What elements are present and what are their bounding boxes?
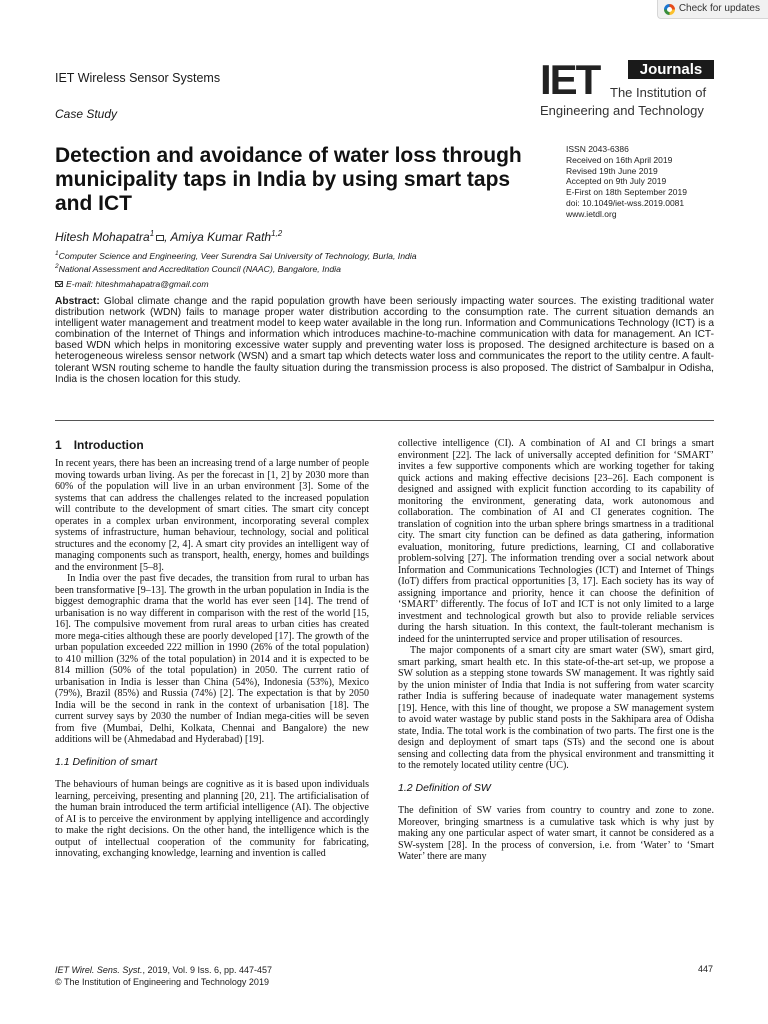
check-for-updates-button[interactable] — [657, 0, 768, 19]
author-1-affil: 1 — [149, 229, 155, 238]
logo-mark: IET — [540, 56, 600, 103]
affiliation-1 — [55, 250, 417, 261]
article-title: Detection and avoidance of water loss through municipality taps in India by using smart taps and ICT — [55, 144, 522, 215]
author-1-link[interactable]: Hitesh Mohapatra — [55, 230, 150, 244]
logo-line-1: The Institution of — [610, 85, 707, 100]
footer-journal-abbrev: IET Wirel. Sens. Syst. — [55, 965, 143, 975]
corresponding-email — [55, 279, 209, 289]
subsection-heading-definition-of-sw: 1.2 Definition of SW — [398, 781, 491, 794]
received-date: Received on 16th April 2019 — [566, 154, 673, 165]
right-column — [398, 438, 714, 863]
footer-citation — [55, 964, 272, 988]
intro-paragraph-2: In India over the past five decades, the transition from rural to urban has been transformative [9–13]. The growth in the urban population in India is the biggest demographic drama that the world has ever seen [14]. The trend of urbanisation is no way different in comparison with the rest of the world [15, 16]. The compulsive movement from rural areas to urban cities has created more mega-cities although these are poorly developed [17]. The growth of the urban population exceeded 222 million in 1990 (26% of the total population) to 410 million (32% of the total population) in 2014 and it is expected to be 814 million (50% of the total population) in 2050. The current ratio of urbanisation in India is lesser than China (54%), Indonesia (53%), Mexico (79%), Brazil (85%) and Russia (74%) [2]. The expectation is that by 2050 India will be the second in rank in the context of urbanisation [18]. The current survey says by 2030 the number of Indian mega-cities will be seven from five (Mumbai, Delhi, Kolkata, Chennai and Bangalore) the new additions will be (Ahmedabad and Hyderabad) [19]. — [55, 573, 369, 745]
smart-paragraph-2: collective intelligence (CI). A combination of AI and CI brings a smart environment [22]. The lack of universally accepted definition for ‘SMART’ invites a few supportive components which are working together for taking quick actions and making effective decisions [23–26]. Each component is designed and assigned with explicit function according to its capability of monitoring the environment, generating data, work autonomous and collaboration. The combination of AI and CI generates cognition. The translation of cognition into the urban sphere brings smartness in a traditional city. The smart city function can be defined as data gathering, information evaluation, monitoring, future predictions, learning, CI and collaborative problem-solving [27]. The information trending over a social network about Information and Communications Technologies (ICT) and Internet of Things (IoT) differs from practical opportunities [3, 17]. Each society has its way of assigning importance and priority, hence it can choose the definition of ‘SMART’ differently. The focus of IoT and ICT is not only limited to a large investment and technological growth but also to provide reliable services during the harsh situation. In this context, the fault-tolerant mechanism is indeed for the uninterrupted service and proper utilisation of resources. — [398, 438, 714, 645]
affiliation-1-num: 1 — [55, 250, 59, 257]
accepted-date: Accepted on 9th July 2019 — [566, 176, 667, 187]
page-number: 447 — [697, 964, 713, 974]
subsection-heading-definition-of-smart: 1.1 Definition of smart — [55, 755, 158, 768]
check-for-updates-label: Check for updates — [678, 3, 760, 14]
section-number: 1 — [55, 438, 62, 452]
author-list — [55, 229, 282, 244]
author-separator: , — [164, 230, 171, 244]
journal-name: IET Wireless Sensor Systems — [55, 71, 221, 85]
abstract-divider — [55, 420, 714, 421]
author-2-affil: 1,2 — [271, 229, 283, 238]
efirst-date: E-First on 18th September 2019 — [566, 187, 687, 198]
sw-paragraph-1: The definition of SW varies from country to country and zone to zone. Moreover, bringing smartness is a cumulative task which is why just by making any one particular aspect of water smart, it cannot be considered as a SW-system [28]. In the process of conversion, i.e. from ‘Water’ to ‘Smart Water’ there are many — [398, 805, 714, 862]
smart-paragraph-3: The major components of a smart city are smart water (SW), smart gird, smart parking, smart health etc. In this state-of-the-art set-up, we propose a SW solution as a stepping stone towards SW management. It was rightly said by the union minister of India that India is not suffering from water scarcity rather India is suffering because of inadequate water management systems [19]. Hence, with this line of thought, we propose a SW management system to avoid water wastage by public stand posts in the Sakhipara area of Odisha state, India. The total work is the combination of two parts. The first one is the design and deployment of smart taps (STs) and the second one is about sensing and collecting data from the physical environment and transmitting it to the remotely located utility centre (UC). — [398, 645, 714, 771]
author-2-link[interactable]: Amiya Kumar Rath — [170, 230, 272, 244]
article-type: Case Study — [55, 107, 118, 121]
abstract-label: Abstract: — [55, 296, 100, 307]
affiliation-2-text: National Assessment and Accreditation Council (NAAC), Bangalore, India — [58, 263, 341, 274]
crossmark-icon — [664, 4, 675, 15]
logo-journals-tag: Journals — [628, 60, 714, 79]
affiliation-2 — [55, 263, 341, 274]
revised-date: Revised 19th June 2019 — [566, 165, 658, 176]
intro-paragraph-1: In recent years, there has been an increasing trend of a large number of people moving towards urban living. As per the forecast in [1, 2] by 2030 more than 60% of the population will live in an urban environment [3]. Some of the systems that can address the challenges related to the increased population will contribute to the development of smart cities. The smart city concept operates in a complex urban environment, incorporating several complex systems of infrastructure, human behaviour, technology, social and political structures and the economy [2, 4]. A smart city provides an intelligent way of managing components such as transport, health, energy, homes and buildings and the environment [5–8]. — [55, 458, 369, 573]
iet-journals-logo — [540, 58, 720, 122]
section-heading-introduction — [55, 438, 144, 452]
footer-copyright: © The Institution of Engineering and Technology 2019 — [55, 977, 269, 987]
logo-line-2: Engineering and Technology — [540, 103, 704, 118]
section-title: Introduction — [73, 438, 144, 452]
website-link[interactable]: www.ietdl.org — [566, 208, 617, 219]
email-envelope-icon — [156, 235, 164, 241]
abstract — [55, 296, 714, 385]
affiliation-1-text: Computer Science and Engineering, Veer Surendra Sai University of Technology, Burla, India — [58, 250, 417, 261]
footer-volume-info: , 2019, Vol. 9 Iss. 6, pp. 447-457 — [142, 965, 273, 975]
left-column — [55, 458, 369, 860]
smart-paragraph-1: The behaviours of human beings are cognitive as it is based upon individuals learning, perceiving, presenting and planning [20, 21]. The artificialisation of the human brain introduced the term artificial intelligence (AI). The objective of AI is to perceive the environment by applying intelligence and accordingly to make the right decisions. On the other hand, the intelligence which is the output of intellectual cooperation of the community for fabricating, innovating, exchanging knowledge, learning and invention is called — [55, 779, 369, 859]
affiliation-2-num: 2 — [55, 263, 59, 270]
abstract-text: Global climate change and the rapid population growth have been seriously impacting water sources. The existing traditional water distribution network (WDN) fails to manage proper water distribution according to the consumption rate. The current situation demands an intelligent water management and treatment model to keep water available in the long run. Information and Communications Technology (ICT) is a combination of the Internet of Things and information which introduces machine-to-machine communication with data for management. An ICT-based WDN which helps in monitoring excessive water supply and preventing water loss is proposed. The designed architecture is based on a heterogeneous wireless sensor network (WSN) and a smart tap which detects water loss and communicates the report to the utility centre. A fault-tolerant WSN routing scheme to handle the faulty situation during the transmission process is also proposed. The district of Sambalpur in Odisha, India is the chosen location for this study. — [55, 296, 714, 385]
doi: doi: 10.1049/iet-wss.2019.0081 — [566, 197, 685, 208]
email-link[interactable]: E-mail: hiteshmahapatra@gmail.com — [66, 279, 209, 289]
article-meta — [566, 144, 746, 220]
issn: ISSN 2043-6386 — [566, 144, 629, 154]
mail-icon — [55, 281, 63, 287]
